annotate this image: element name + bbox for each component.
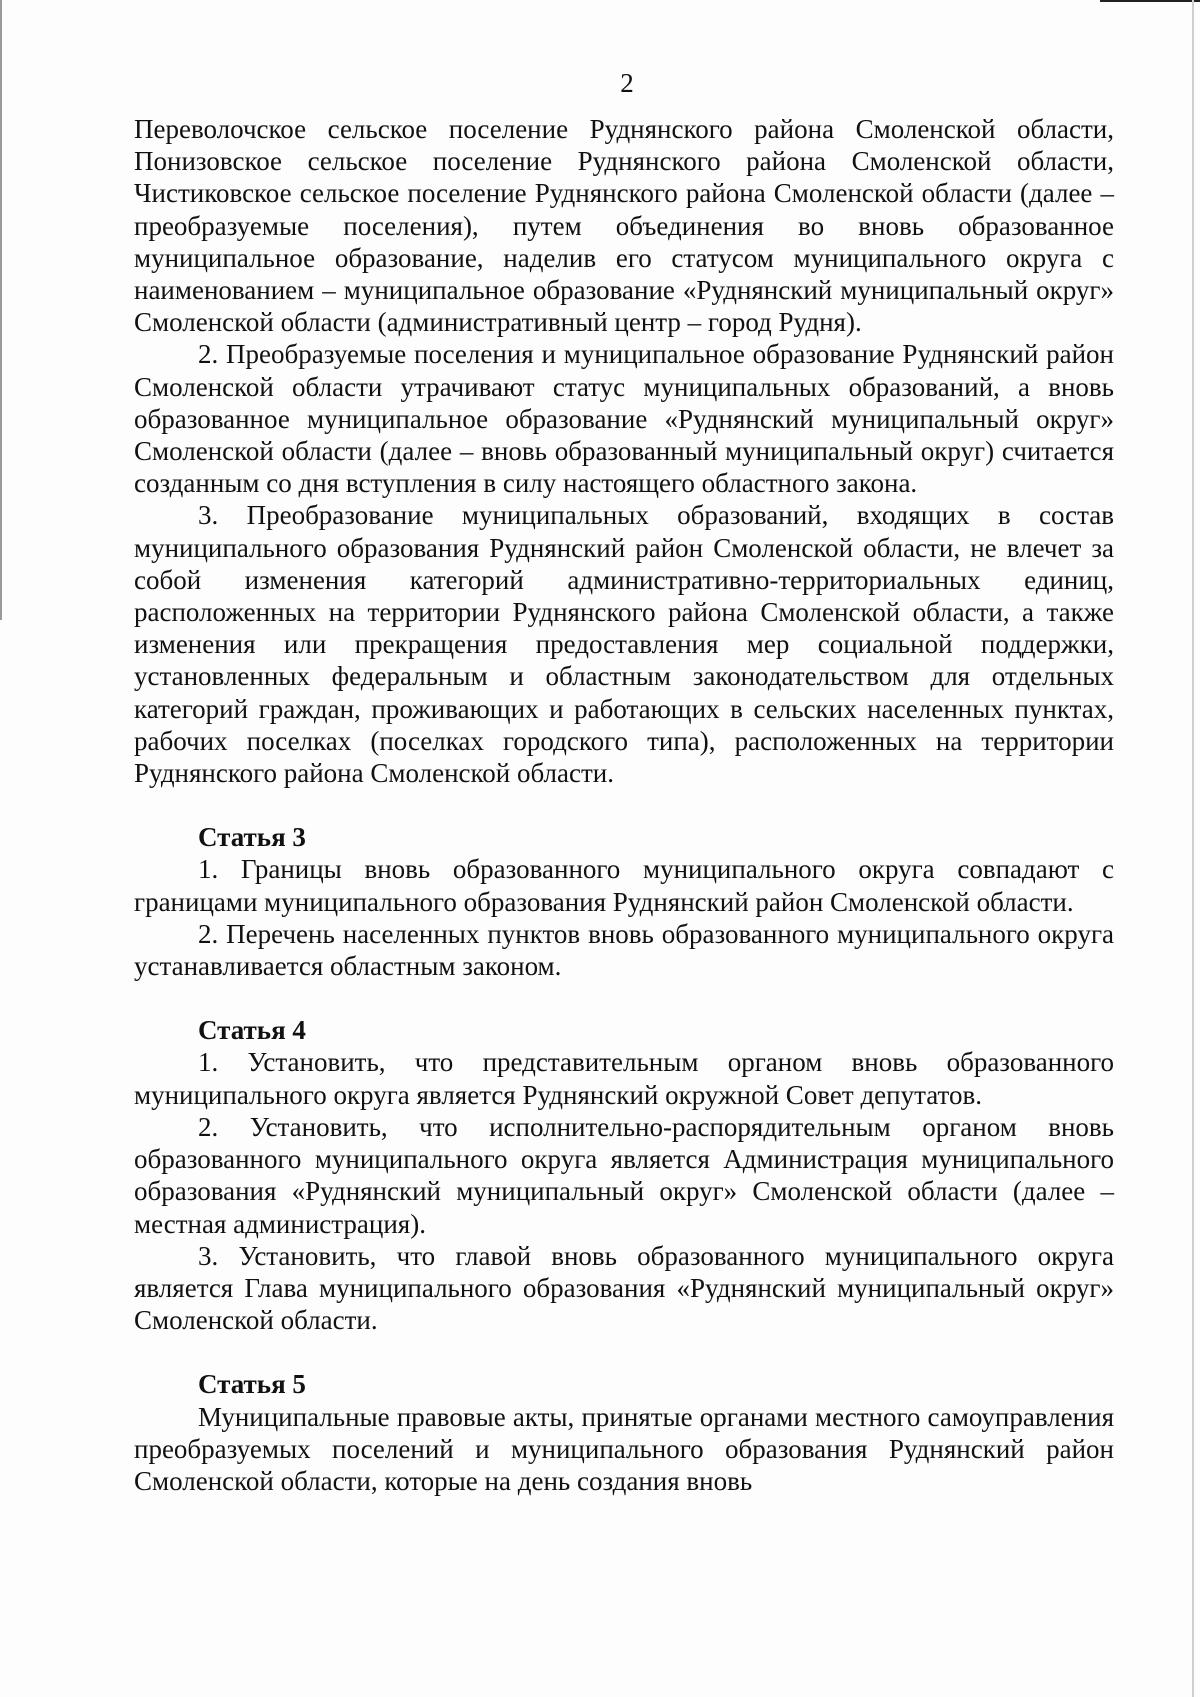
article-3-clause-2: 2. Перечень населенных пунктов вновь образованного муниципального округа устанавливается областным законом. [134, 918, 1114, 982]
page-number: 2 [620, 68, 634, 98]
scan-edge-right [1192, 0, 1194, 1697]
article-4-heading: Статья 4 [198, 1015, 306, 1046]
document-body [134, 113, 1114, 1497]
article-3-clause-1: 1. Границы вновь образованного муниципального округа совпадают с границами муниципального образования Руднянский район Смоленской области. [134, 854, 1114, 917]
article-4-clause-3: 3. Установить, что главой вновь образованного муниципального округа является Глава муниципального образования «Руднянский муниципальный округ» Смоленской области. [134, 1240, 1114, 1336]
article-4-clause-1: 1. Установить, что представительным органом вновь образованного муниципального округа является Руднянский окружной Совет депутатов. [134, 1047, 1114, 1110]
article-5-heading: Статья 5 [198, 1369, 306, 1400]
article-5-clause-1: Муниципальные правовые акты, принятые органами местного самоуправления преобразуемых поселений и муниципального образования Руднянский район Смоленской области, которые на день создания вновь [134, 1401, 1114, 1496]
article-3-heading: Статья 3 [198, 822, 306, 853]
article-2-clause-3: 3. Преобразование муниципальных образований, входящих в состав муниципального образования Руднянский район Смоленской области, не влечет за собой изменения категорий административно-территориальных единиц, расположенных на территории Руднянского района Смоленской области, а также изменения или прекращения предоставления мер социальной поддержки, установленных федеральным и областным законодательством для отдельных категорий граждан, проживающих и работающих в сельских населенных пунктах, рабочих поселках (поселках городского типа), расположенных на территории Руднянского района Смоленской области. [134, 500, 1114, 789]
intro-paragraph: Переволочское сельское поселение Руднянского района Смоленской области, Понизовское сельское поселение Руднянского района Смоленской области, Чистиковское сельское поселение Руднянского района Смоленской области (далее – преобразуемые поселения), путем объединения во вновь образованное муниципальное образование, наделив его статусом муниципального округа с наименованием – муниципальное образование «Руднянский муниципальный округ» Смоленской области (административный центр – город Рудня). [134, 114, 1114, 338]
scan-edge-top [1100, 0, 1200, 2]
article-4-clause-2: 2. Установить, что исполнительно-распорядительным органом вновь образованного муниципального округа является Администрация муниципального образования «Руднянский муниципальный округ» Смоленской области (далее – местная администрация). [134, 1111, 1114, 1239]
article-2-clause-2: 2. Преобразуемые поселения и муниципальное образование Руднянский район Смоленской области утрачивают статус муниципальных образований, а вновь образованное муниципальное образование «Руднянский муниципальный округ» Смоленской области (далее – вновь образованный муниципальный округ) считается созданным со дня вступления в силу настоящего областного закона. [134, 339, 1114, 499]
